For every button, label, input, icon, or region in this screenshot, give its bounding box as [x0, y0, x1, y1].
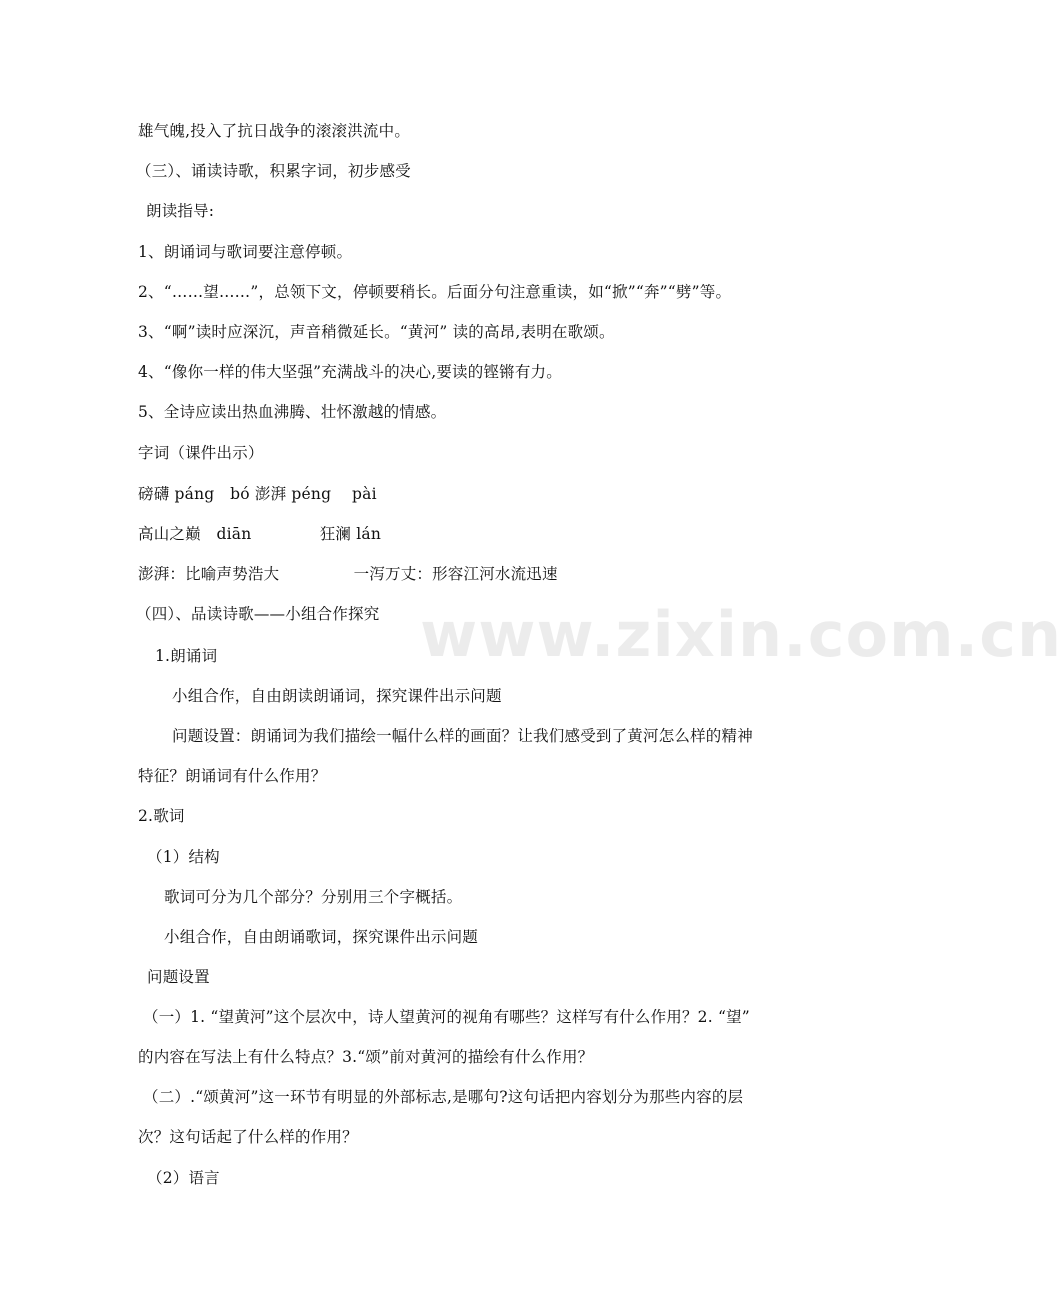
structure-heading: （1）结构 [147, 848, 220, 866]
subsection-recitation: 1.朗诵词 [155, 647, 218, 665]
section-heading-4: （四）、品读诗歌——小组合作探究 [136, 605, 380, 623]
vocab-word: 高山之巅 diān [138, 525, 252, 543]
reading-guide-heading: 朗读指导: [146, 202, 215, 220]
watermark-logo: www.zixin.com.cn [420, 598, 1062, 671]
paragraph-line: 小组合作，自由朗读朗诵词，探究课件出示问题 [172, 687, 502, 705]
question-line: 问题设置：朗诵词为我们描绘一幅什么样的画面？让我们感受到了黄河怎么样的精神 [172, 727, 753, 745]
vocab-word: 澎湃 péng pài [254, 485, 377, 503]
paragraph-line: 小组合作，自由朗诵歌词，探究课件出示问题 [164, 928, 479, 946]
vocab-row-3 [138, 564, 558, 584]
question-line: （二）.“颂黄河”这一环节有明显的外部标志,是哪句?这句话把内容划分为那些内容的层 [143, 1088, 744, 1106]
guide-item-2: 2、“……望……”，总领下文，停顿要稍长。后面分句注意重读，如“掀”“奔”“劈”等。 [138, 283, 732, 301]
vocab-row-2 [138, 524, 381, 544]
question-line: （一）1. “望黄河”这个层次中，诗人望黄河的视角有哪些？这样写有什么作用？2. “望” [143, 1008, 750, 1026]
subsection-lyrics: 2.歌词 [138, 807, 185, 825]
question-line: 次？这句话起了什么样的作用？ [138, 1128, 358, 1146]
paragraph-line: 歌词可分为几个部分？分别用三个字概括。 [164, 888, 463, 906]
guide-item-4: 4、“像你一样的伟大坚强”充满战斗的决心,要读的铿锵有力。 [138, 363, 562, 381]
language-heading: （2）语言 [147, 1169, 220, 1187]
section-heading-3: （三）、诵读诗歌，积累字词，初步感受 [136, 162, 411, 180]
question-line: 特征？朗诵词有什么作用？ [138, 767, 327, 785]
question-setup-heading: 问题设置 [147, 968, 210, 986]
vocab-definition: 澎湃：比喻声势浩大 [138, 565, 280, 583]
vocab-word: 狂澜 lán [319, 525, 381, 543]
guide-item-1: 1、朗诵词与歌词要注意停顿。 [138, 243, 353, 261]
guide-item-5: 5、全诗应读出热血沸腾、壮怀激越的情感。 [138, 403, 447, 421]
vocab-definition: 一泻万丈：形容江河水流迅速 [353, 565, 558, 583]
vocab-heading: 字词（课件出示） [138, 444, 264, 462]
vocab-word: 磅礴 páng bó [138, 485, 250, 503]
guide-item-3: 3、“啊”读时应深沉，声音稍微延长。“黄河” 读的高昂,表明在歌颂。 [138, 323, 615, 341]
paragraph-line: 雄气魄,投入了抗日战争的滚滚洪流中。 [138, 122, 411, 140]
question-line: 的内容在写法上有什么特点？3.“颂”前对黄河的描绘有什么作用？ [138, 1048, 594, 1066]
vocab-row-1 [138, 484, 377, 504]
